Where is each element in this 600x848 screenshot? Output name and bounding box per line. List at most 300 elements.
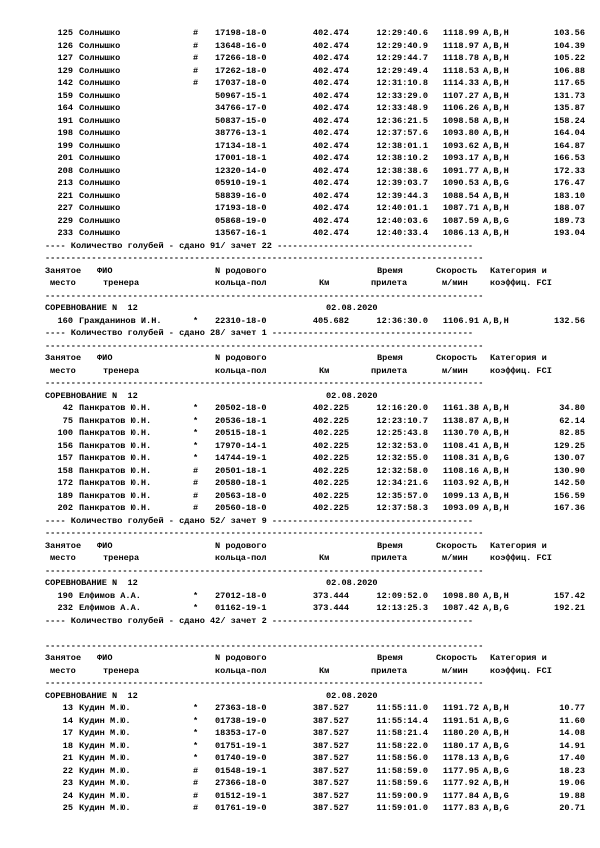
trainer-cell: Панкратов Ю.Н.: [79, 453, 152, 463]
speed-cell: 1106.26: [442, 103, 479, 113]
competition-date: 02.08.2020: [326, 390, 378, 401]
header-name: ФИО: [97, 265, 113, 276]
km-cell: 402.474: [312, 228, 349, 238]
speed-cell: 1177.92: [442, 778, 479, 788]
place-cell: 100: [57, 428, 73, 438]
coef-cell: 158.24: [554, 115, 585, 126]
header-km: Км: [319, 553, 330, 563]
trainer-cell: Солнышко: [79, 128, 121, 138]
competition-title: СОРЕВНОВАНИЕ N 12: [45, 690, 138, 701]
time-cell: 12:40:03.6: [376, 215, 428, 226]
column-header-line1: [45, 352, 547, 365]
category-cell: A,B,G: [483, 803, 509, 813]
result-rows: [45, 590, 585, 615]
trainer-cell: Солнышко: [79, 215, 121, 226]
result-row: [45, 165, 585, 178]
km-cell: 402.474: [312, 78, 349, 88]
ring-cell: 01751-19-1: [215, 740, 267, 751]
speed-cell: 1108.41: [442, 440, 479, 451]
km-cell: 387.527: [312, 778, 349, 788]
result-row: [45, 402, 585, 415]
result-row: [45, 590, 585, 603]
section-summary: ---- Количество голубей - сдано 52/ зачет 9 ---------------------------------------: [45, 515, 474, 526]
place-cell: 158: [57, 465, 73, 476]
coef-cell: 132.56: [554, 315, 585, 326]
place-cell: 232: [57, 603, 73, 613]
header-speed: Скорость: [436, 653, 478, 663]
ring-cell: 17037-18-0: [215, 78, 267, 88]
trainer-cell: Кудин М.Ю.: [79, 765, 131, 776]
category-cell: A,B,H: [483, 28, 509, 38]
km-cell: 402.225: [312, 503, 349, 513]
header-ring-2: кольца-пол: [215, 553, 267, 563]
header-speed: Скорость: [436, 265, 478, 276]
ring-cell: 17198-18-0: [215, 28, 267, 38]
speed-cell: 1088.54: [442, 190, 479, 201]
result-row: [45, 727, 585, 740]
header-name: ФИО: [97, 353, 113, 363]
category-cell: A,B,H: [483, 228, 509, 238]
speed-cell: 1118.53: [442, 65, 479, 76]
ring-cell: 20580-18-1: [215, 478, 267, 488]
trainer-cell: Кудин М.Ю.: [79, 715, 131, 726]
time-cell: 12:35:57.0: [376, 490, 428, 501]
header-place-2: место: [50, 665, 76, 676]
mark-cell: #: [193, 503, 199, 513]
ring-cell: 50837-15-0: [215, 115, 267, 126]
coef-cell: 11.60: [559, 715, 585, 726]
time-cell: 12:40:33.4: [376, 228, 428, 238]
ring-cell: 01512-19-1: [215, 790, 267, 801]
header-ring-2: кольца-пол: [215, 278, 267, 288]
ring-cell: 27366-18-0: [215, 778, 267, 788]
result-row: [45, 452, 585, 465]
coef-cell: 167.36: [554, 503, 585, 513]
mark-cell: *: [193, 415, 199, 426]
place-cell: 189: [57, 490, 73, 501]
mark-cell: #: [193, 40, 199, 51]
trainer-cell: Солнышко: [79, 228, 121, 238]
competition-date: 02.08.2020: [326, 690, 378, 701]
result-row: [45, 777, 585, 790]
category-cell: A,B,H: [483, 478, 509, 488]
place-cell: 221: [57, 190, 73, 201]
header-coef: коэффиц. FCI: [490, 365, 552, 376]
ring-cell: 01548-19-1: [215, 765, 267, 776]
trainer-cell: Панкратов Ю.Н.: [79, 465, 152, 476]
trainer-cell: Кудин М.Ю.: [79, 703, 131, 713]
place-cell: 202: [57, 503, 73, 513]
km-cell: 387.527: [312, 765, 349, 776]
ring-cell: 13567-16-1: [215, 228, 267, 238]
ring-cell: 50967-15-1: [215, 90, 267, 101]
speed-cell: 1093.80: [442, 128, 479, 138]
result-row: [45, 40, 585, 53]
result-row: [45, 415, 585, 428]
time-cell: 12:32:58.0: [376, 465, 428, 476]
km-cell: 402.225: [312, 403, 349, 413]
mark-cell: *: [193, 440, 199, 451]
speed-cell: 1087.42: [442, 603, 479, 613]
result-row: [45, 765, 585, 778]
speed-cell: 1114.33: [442, 78, 479, 88]
time-cell: 12:38:38.6: [376, 165, 428, 176]
speed-cell: 1098.80: [442, 590, 479, 601]
category-cell: A,B,H: [483, 65, 509, 76]
result-row: [45, 65, 585, 78]
header-ring-2: кольца-пол: [215, 665, 267, 676]
header-ring: N родового: [215, 653, 267, 663]
category-cell: A,B,H: [483, 103, 509, 113]
time-cell: 12:37:57.6: [376, 128, 428, 138]
km-cell: 402.474: [312, 53, 349, 63]
trainer-cell: Кудин М.Ю.: [79, 740, 131, 751]
trainer-cell: Кудин М.Ю.: [79, 803, 131, 813]
time-cell: 12:34:21.6: [376, 478, 428, 488]
km-cell: 402.474: [312, 165, 349, 176]
speed-cell: 1118.78: [442, 53, 479, 63]
ring-cell: 17266-18-0: [215, 53, 267, 63]
coef-cell: 172.33: [554, 165, 585, 176]
category-cell: A,B,H: [483, 490, 509, 501]
result-row: [45, 440, 585, 453]
header-ring: N родового: [215, 540, 267, 551]
header-place: Занятое: [45, 265, 82, 276]
ring-cell: 58839-16-0: [215, 190, 267, 201]
coef-cell: 130.90: [554, 465, 585, 476]
result-row: [45, 715, 585, 728]
header-trainer: тренера: [103, 665, 140, 676]
km-cell: 402.474: [312, 115, 349, 126]
speed-cell: 1090.53: [442, 178, 479, 188]
category-cell: A,B,G: [483, 790, 509, 801]
time-cell: 12:09:52.0: [376, 590, 428, 601]
ring-cell: 27363-18-0: [215, 703, 267, 713]
header-speed: Скорость: [436, 540, 478, 551]
header-category: Категория и: [490, 653, 547, 663]
result-row: [45, 202, 585, 215]
speed-cell: 1103.92: [442, 478, 479, 488]
column-header-line1: [45, 652, 547, 665]
coef-cell: 157.42: [554, 590, 585, 601]
rule: -------------------------------------------------------------------------------------: [45, 640, 484, 651]
header-time: Время: [377, 540, 403, 551]
header-coef: коэффиц. FCI: [490, 665, 552, 676]
result-row: [45, 127, 585, 140]
rule: -------------------------------------------------------------------------------------: [45, 528, 484, 538]
speed-cell: 1191.72: [442, 703, 479, 713]
mark-cell: *: [193, 753, 199, 763]
category-cell: A,B,G: [483, 215, 509, 226]
ring-cell: 17262-18-0: [215, 65, 267, 76]
result-row: [45, 490, 585, 503]
section-summary: ---- Количество голубей - сдано 42/ зачет 2 ---------------------------------------: [45, 615, 474, 626]
place-cell: 13: [62, 703, 73, 713]
category-cell: A,B,H: [483, 465, 509, 476]
trainer-cell: Солнышко: [79, 28, 121, 38]
speed-cell: 1161.38: [442, 403, 479, 413]
competition-date: 02.08.2020: [326, 578, 378, 588]
category-cell: A,B,H: [483, 78, 509, 88]
trainer-cell: Кудин М.Ю.: [79, 778, 131, 788]
ring-cell: 01162-19-1: [215, 603, 267, 613]
header-arrival: прилета: [371, 278, 408, 288]
ring-cell: 14744-19-1: [215, 453, 267, 463]
coef-cell: 192.21: [554, 603, 585, 613]
place-cell: 125: [57, 28, 73, 38]
competition-date: 02.08.2020: [326, 303, 378, 313]
km-cell: 387.527: [312, 740, 349, 751]
time-cell: 12:37:58.3: [376, 503, 428, 513]
ring-cell: 05868-19-0: [215, 215, 267, 226]
place-cell: 17: [62, 728, 73, 738]
km-cell: 402.474: [312, 40, 349, 51]
trainer-cell: Панкратов Ю.Н.: [79, 478, 152, 488]
ring-cell: 22310-18-0: [215, 315, 267, 326]
time-cell: 12:25:43.8: [376, 428, 428, 438]
speed-cell: 1108.31: [442, 453, 479, 463]
time-cell: 12:32:55.0: [376, 453, 428, 463]
coef-cell: 20.71: [559, 803, 585, 813]
category-cell: A,B,H: [483, 428, 509, 438]
header-place: Занятое: [45, 540, 82, 551]
column-header-line2: [45, 665, 552, 678]
coef-cell: 18.23: [559, 765, 585, 776]
competition-title-line: [45, 577, 483, 590]
mark-cell: #: [193, 803, 199, 813]
trainer-cell: Солнышко: [79, 115, 121, 126]
time-cell: 12:13:25.3: [376, 603, 428, 613]
coef-cell: 131.73: [554, 90, 585, 101]
time-cell: 12:33:29.0: [376, 90, 428, 101]
header-km: Км: [319, 278, 330, 288]
trainer-cell: Солнышко: [79, 78, 121, 88]
km-cell: 387.527: [312, 803, 349, 813]
time-cell: 12:39:03.7: [376, 178, 428, 188]
column-header-line2: [45, 277, 552, 290]
header-km: Км: [319, 665, 330, 676]
header-place-2: место: [50, 278, 76, 288]
competition-title: СОРЕВНОВАНИЕ N 12: [45, 390, 138, 401]
header-time: Время: [377, 653, 403, 663]
category-cell: A,B,G: [483, 453, 509, 463]
category-cell: A,B,H: [483, 778, 509, 788]
column-header-line1: [45, 265, 547, 278]
coef-cell: 82.85: [559, 428, 585, 438]
header-coef: коэффиц. FCI: [490, 553, 552, 563]
competition-title-line: [45, 690, 483, 703]
coef-cell: 130.07: [554, 453, 585, 463]
mark-cell: *: [193, 740, 199, 751]
header-name: ФИО: [97, 540, 113, 551]
place-cell: 42: [62, 403, 73, 413]
speed-cell: 1118.99: [442, 28, 479, 38]
time-cell: 11:58:59.6: [376, 778, 428, 788]
speed-cell: 1099.13: [442, 490, 479, 501]
mark-cell: *: [193, 428, 199, 438]
header-speed: Скорость: [436, 353, 478, 363]
trainer-cell: Солнышко: [79, 90, 121, 101]
header-trainer: тренера: [103, 365, 140, 376]
speed-cell: 1138.87: [442, 415, 479, 426]
trainer-cell: Кудин М.Ю.: [79, 790, 131, 801]
speed-cell: 1087.71: [442, 203, 479, 213]
mark-cell: *: [193, 703, 199, 713]
km-cell: 402.474: [312, 103, 349, 113]
coef-cell: 142.50: [554, 478, 585, 488]
header-mmin: м/мин: [442, 365, 468, 376]
coef-cell: 166.53: [554, 153, 585, 163]
category-cell: A,B,G: [483, 178, 509, 188]
header-place-2: место: [50, 365, 76, 376]
result-row: [45, 315, 585, 328]
trainer-cell: Солнышко: [79, 103, 121, 113]
result-row: [45, 602, 585, 615]
speed-cell: 1177.84: [442, 790, 479, 801]
km-cell: 387.527: [312, 703, 349, 713]
time-cell: 12:38:01.1: [376, 140, 428, 151]
result-row: [45, 190, 585, 203]
time-cell: 12:39:44.3: [376, 190, 428, 201]
coef-cell: 105.22: [554, 53, 585, 63]
time-cell: 12:23:10.7: [376, 415, 428, 426]
mark-cell: *: [193, 315, 199, 326]
category-cell: A,B,H: [483, 40, 509, 51]
ring-cell: 38776-13-1: [215, 128, 267, 138]
ring-cell: 17193-18-0: [215, 203, 267, 213]
category-cell: A,B,G: [483, 715, 509, 726]
speed-cell: 1098.58: [442, 115, 479, 126]
column-header-line2: [45, 552, 552, 565]
speed-cell: 1118.97: [442, 40, 479, 51]
result-rows: [45, 702, 585, 815]
coef-cell: 14.08: [559, 728, 585, 738]
place-cell: 229: [57, 215, 73, 226]
category-cell: A,B,H: [483, 415, 509, 426]
category-cell: A,B,H: [483, 190, 509, 201]
ring-cell: 20536-18-1: [215, 415, 267, 426]
category-cell: A,B,G: [483, 603, 509, 613]
rule: -------------------------------------------------------------------------------------: [45, 678, 484, 688]
result-row: [45, 115, 585, 128]
place-cell: 129: [57, 65, 73, 76]
category-cell: A,B,H: [483, 153, 509, 163]
ring-cell: 34766-17-0: [215, 103, 267, 113]
trainer-cell: Солнышко: [79, 153, 121, 163]
header-place: Занятое: [45, 653, 82, 663]
km-cell: 402.474: [312, 153, 349, 163]
place-cell: 191: [57, 115, 73, 126]
category-cell: A,B,G: [483, 765, 509, 776]
category-cell: A,B,H: [483, 128, 509, 138]
result-row: [45, 27, 585, 40]
ring-cell: 20502-18-0: [215, 403, 267, 413]
header-category: Категория и: [490, 353, 547, 363]
km-cell: 387.527: [312, 728, 349, 738]
place-cell: 127: [57, 53, 73, 63]
mark-cell: #: [193, 78, 199, 88]
result-row: [45, 102, 585, 115]
header-km: Км: [319, 365, 330, 376]
coef-cell: 183.10: [554, 190, 585, 201]
km-cell: 402.474: [312, 203, 349, 213]
speed-cell: 1093.17: [442, 153, 479, 163]
category-cell: A,B,H: [483, 140, 509, 151]
km-cell: 402.225: [312, 453, 349, 463]
coef-cell: 193.04: [554, 228, 585, 238]
trainer-cell: Солнышко: [79, 203, 121, 213]
header-arrival: прилета: [371, 553, 408, 563]
ring-cell: 17134-18-1: [215, 140, 267, 151]
km-cell: 402.474: [312, 65, 349, 76]
time-cell: 11:58:56.0: [376, 753, 428, 763]
trainer-cell: Панкратов Ю.Н.: [79, 415, 152, 426]
coef-cell: 34.80: [559, 403, 585, 413]
speed-cell: 1180.20: [442, 728, 479, 738]
result-row: [45, 477, 585, 490]
km-cell: 373.444: [312, 590, 349, 601]
trainer-cell: Панкратов Ю.Н.: [79, 403, 152, 413]
mark-cell: *: [193, 403, 199, 413]
place-cell: 21: [62, 753, 73, 763]
time-cell: 11:59:01.0: [376, 803, 428, 813]
category-cell: A,B,H: [483, 703, 509, 713]
trainer-cell: Панкратов Ю.Н.: [79, 490, 152, 501]
result-row: [45, 790, 585, 803]
result-row: [45, 702, 585, 715]
speed-cell: 1107.27: [442, 90, 479, 101]
competition-title: СОРЕВНОВАНИЕ N 12: [45, 578, 138, 588]
ring-cell: 20515-18-1: [215, 428, 267, 438]
time-cell: 12:40:01.1: [376, 203, 428, 213]
time-cell: 11:58:59.0: [376, 765, 428, 776]
time-cell: 11:59:00.9: [376, 790, 428, 801]
km-cell: 373.444: [312, 603, 349, 613]
result-row: [45, 465, 585, 478]
place-cell: 201: [57, 153, 73, 163]
km-cell: 405.682: [312, 315, 349, 326]
coef-cell: 106.88: [554, 65, 585, 76]
category-cell: A,B,H: [483, 503, 509, 513]
header-arrival: прилета: [371, 365, 408, 376]
competition-title-line: [45, 302, 483, 315]
place-cell: 190: [57, 590, 73, 601]
place-cell: 24: [62, 790, 73, 801]
ring-cell: 01740-19-0: [215, 753, 267, 763]
header-trainer: тренера: [103, 278, 140, 288]
place-cell: 199: [57, 140, 73, 151]
place-cell: 14: [62, 715, 73, 726]
rule: -------------------------------------------------------------------------------------: [45, 565, 484, 576]
column-header-line2: [45, 365, 552, 378]
speed-cell: 1177.83: [442, 803, 479, 813]
header-trainer: тренера: [103, 553, 140, 563]
mark-cell: #: [193, 465, 199, 476]
header-category: Категория и: [490, 540, 547, 551]
speed-cell: 1106.91: [442, 315, 479, 326]
header-mmin: м/мин: [442, 278, 468, 288]
km-cell: 402.225: [312, 415, 349, 426]
place-cell: 18: [62, 740, 73, 751]
speed-cell: 1180.17: [442, 740, 479, 751]
speed-cell: 1191.51: [442, 715, 479, 726]
time-cell: 12:32:53.0: [376, 440, 428, 451]
km-cell: 402.225: [312, 440, 349, 451]
km-cell: 387.527: [312, 715, 349, 726]
km-cell: 402.474: [312, 128, 349, 138]
section: [45, 652, 585, 815]
trainer-cell: Кудин М.Ю.: [79, 753, 131, 763]
